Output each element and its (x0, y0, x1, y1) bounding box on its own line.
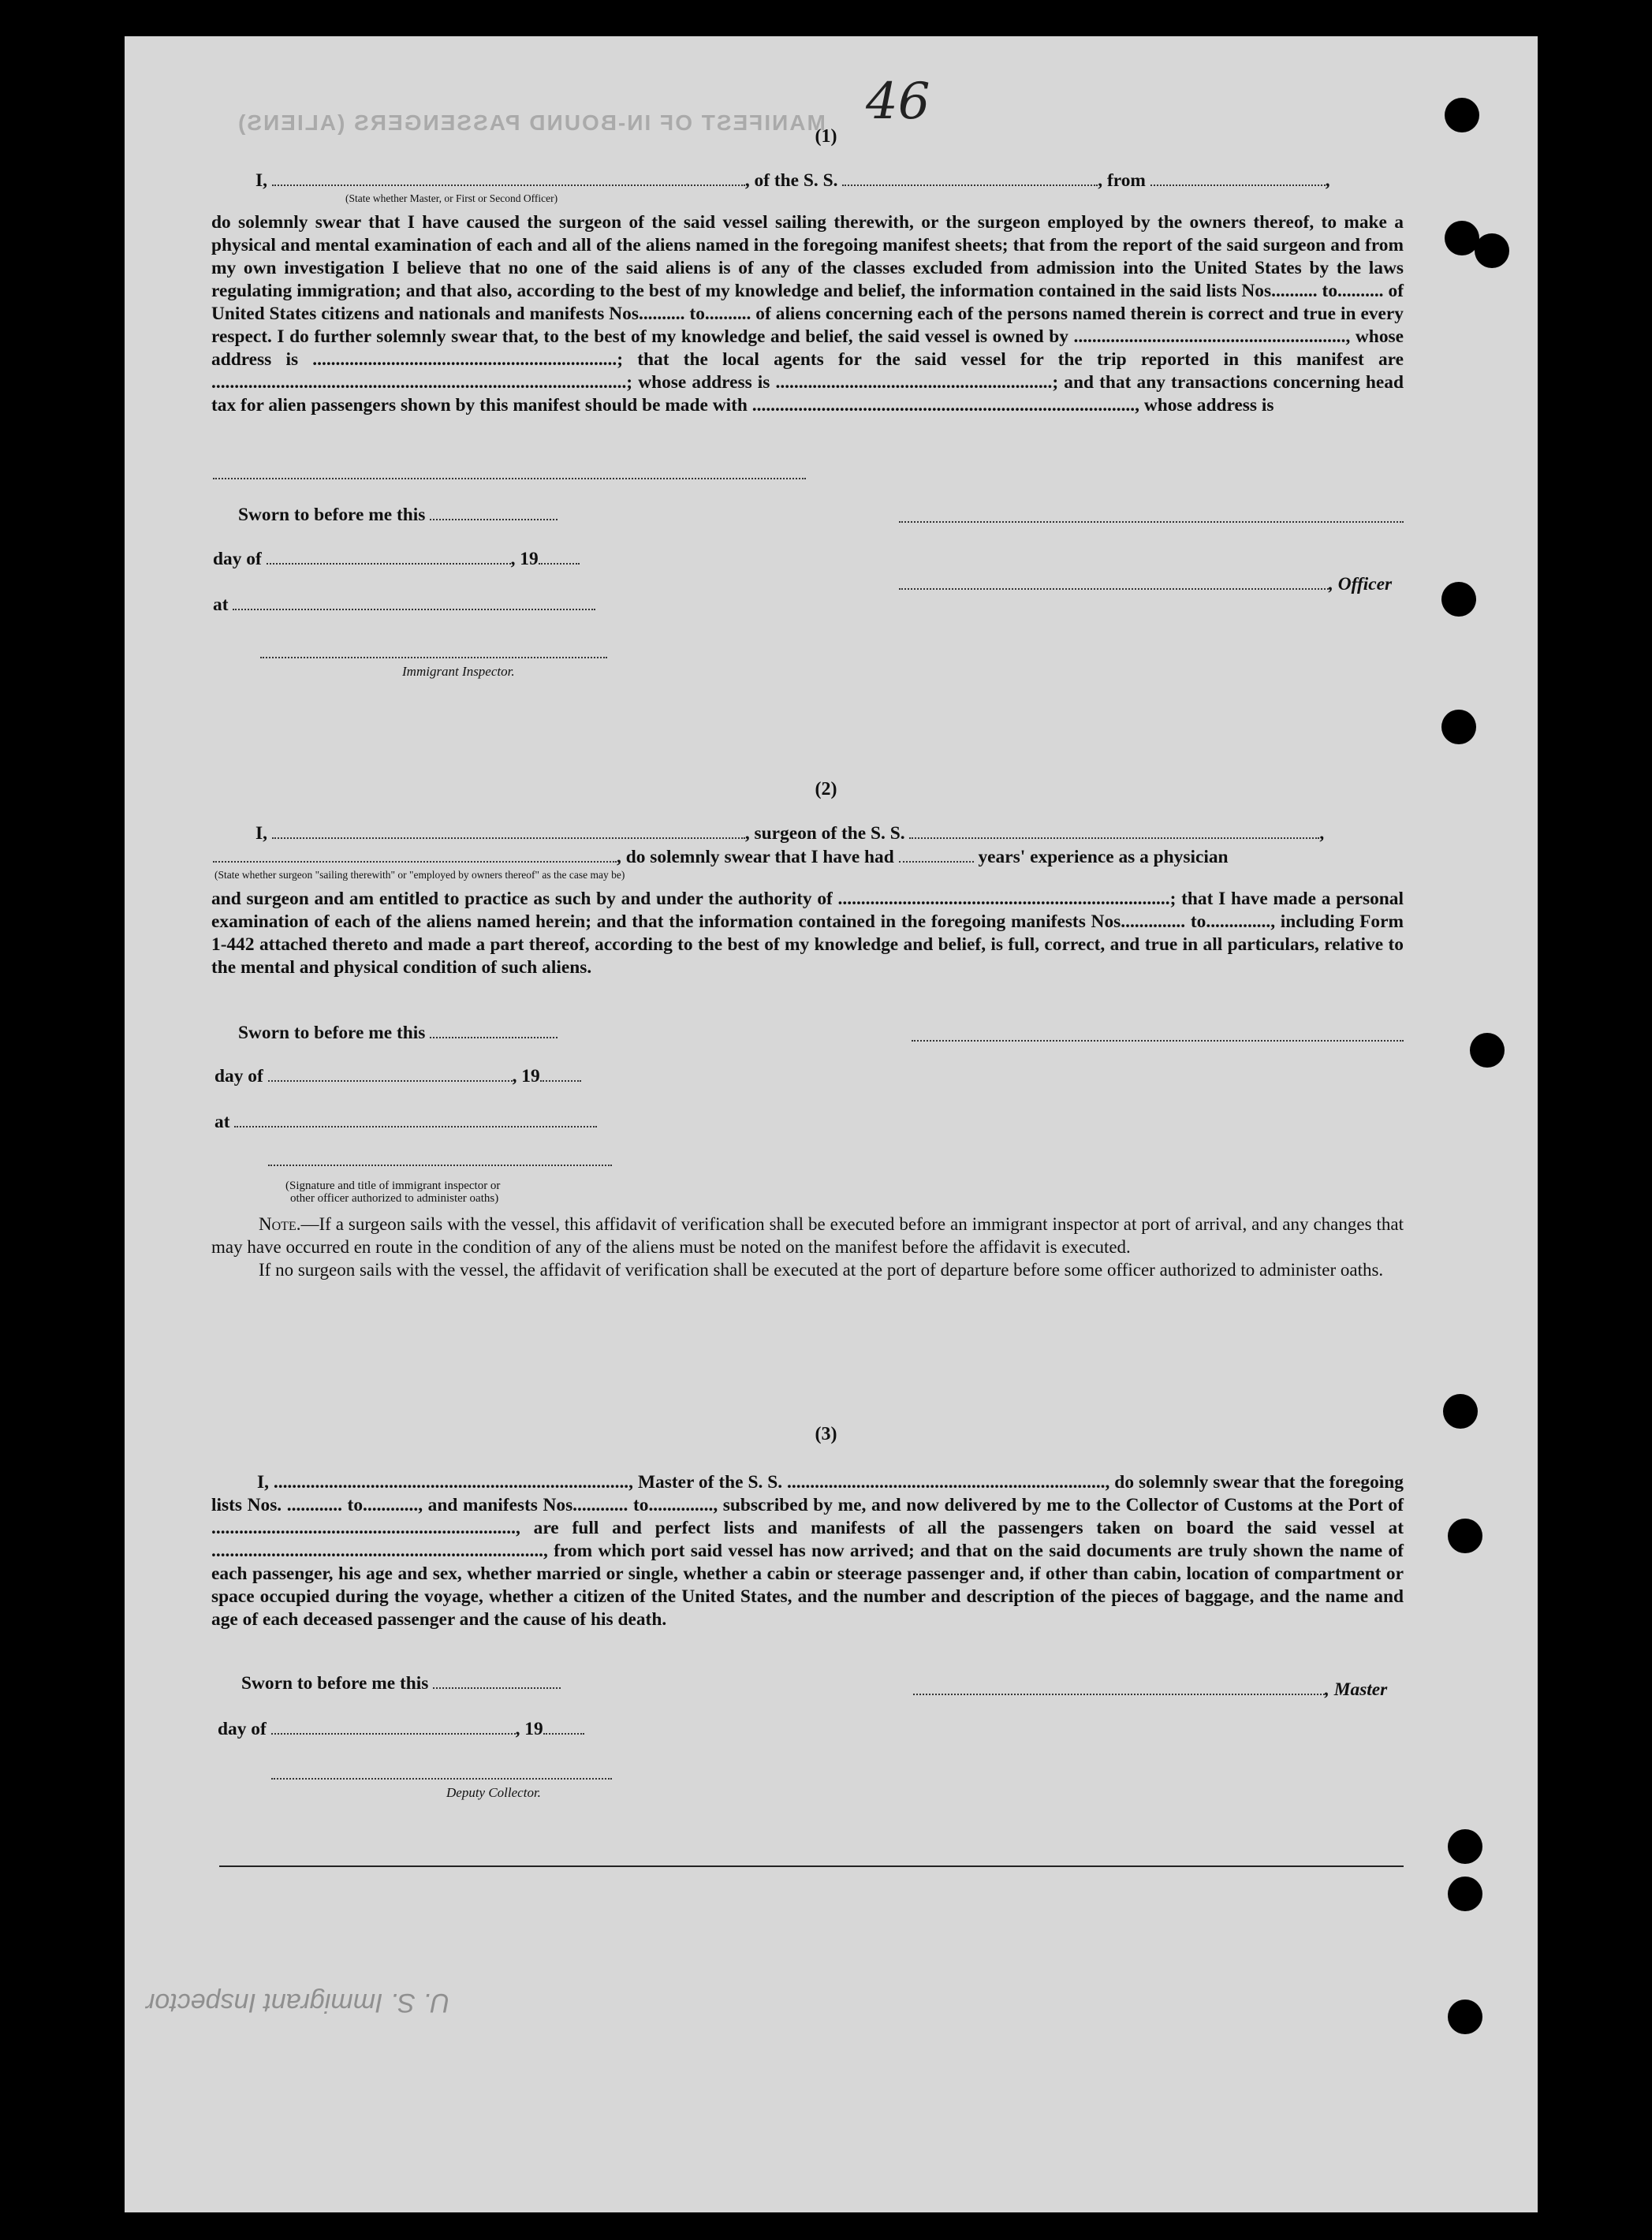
years-label: years' experience as a physician (978, 847, 1229, 867)
administering-officer-signature-line[interactable] (268, 1164, 612, 1166)
year-label: 19 (520, 549, 539, 569)
address-continuation-line[interactable] (213, 477, 806, 479)
section-1-officer (899, 574, 1392, 595)
years-field[interactable] (899, 848, 974, 863)
day-of-field[interactable] (268, 1068, 513, 1082)
sworn-date-field[interactable] (430, 506, 558, 520)
year-field[interactable] (540, 1068, 581, 1082)
note-2: If no surgeon sails with the vessel, the affidavit of verification shall be executed at the port of departure before some officer authorized to administer oaths. (259, 1260, 1384, 1280)
section-3-number: (3) (815, 1424, 837, 1444)
section-2-caption: (State whether surgeon "sailing therewith" or "employed by owners thereof" as the case may be) (214, 869, 625, 881)
day-of-label: day of (218, 1719, 267, 1739)
inspector-caption: Immigrant Inspector. (402, 664, 515, 679)
officer-signature-field[interactable] (899, 576, 1329, 590)
section-3-paragraph: I, ............................................................................., Master of the S. S. ....................................................................., do solemnly swear that the foregoing lists Nos. ............ to............, and manifests Nos............ to.............., subscribed by me, and now delivered by me to the Collector of Customs at the Port of .................................................................., are full and perfect lists and manifests of all the passengers taken on board the said vessel at ........................................................................, from which port said vessel has now arrived; and that on the said documents are truly shown the name of each passenger, his age and sex, whether married or single, whether a cabin or steerage passenger and, if other than cabin, location of compartment or space occupied during the voyage, whether a citizen of the United States, and the number and description of the pieces of baggage, and the name and age of each deceased passenger and the cause of his death. (211, 1472, 1404, 1630)
faded-header-text: MANIFEST OF IN-BOUND PASSENGERS (ALIENS) (237, 110, 826, 135)
deputy-collector-signature-line[interactable] (271, 1777, 612, 1780)
master-name-field[interactable] (272, 172, 745, 186)
sworn-label: Sworn to before me this (241, 1673, 429, 1694)
day-of-label: day of (214, 1066, 263, 1086)
administering-officer-caption-1: (Signature and title of immigrant inspector or (285, 1180, 501, 1192)
binder-hole (1441, 582, 1476, 617)
section-2-note (211, 1213, 1404, 1281)
section-2-body (211, 888, 1404, 979)
inspector-signature-line[interactable] (260, 656, 607, 658)
officer-signature-top-line[interactable] (899, 520, 1404, 523)
year-label: 19 (521, 1066, 540, 1086)
swear-label: , do solemnly swear that I have had (617, 847, 894, 867)
section-1-first-line: I, , of the S. S. , from , (255, 170, 1330, 191)
section-1-number: (1) (815, 126, 837, 147)
surgeon-status-field[interactable] (213, 848, 617, 863)
section-2-second-line (213, 847, 1229, 868)
section-2-first-line: I, , surgeon of the S. S. , (255, 823, 1325, 844)
port-from-field[interactable] (1150, 172, 1326, 186)
section-1-body (211, 211, 1404, 417)
bottom-rule (219, 1865, 1404, 1867)
section-3-sworn (241, 1673, 561, 1694)
section-1-at (213, 594, 595, 616)
inspector-stamp: U. S. Immigrant Inspector (146, 1988, 450, 2018)
page-number: 46 (866, 73, 930, 131)
binder-hole (1475, 233, 1509, 268)
section-2-sworn (238, 1023, 558, 1044)
at-label: at (214, 1112, 230, 1132)
year-label: 19 (524, 1719, 543, 1739)
day-of-label: day of (213, 549, 262, 569)
master-label: , Master (1325, 1679, 1388, 1700)
binder-hole (1441, 710, 1476, 744)
deputy-collector-caption: Deputy Collector. (446, 1785, 541, 1800)
day-of-field[interactable] (267, 550, 511, 565)
officer-label: , Officer (1329, 574, 1393, 594)
section-2-first-line-start: I, (255, 823, 267, 844)
note-label: Note. (259, 1214, 301, 1234)
surgeon-name-field[interactable] (272, 825, 745, 839)
administering-officer-caption-2: other officer authorized to administer oaths) (290, 1192, 499, 1205)
section-2-number: (2) (815, 779, 837, 799)
section-1-paragraph: do solemnly swear that I have caused the surgeon of the said vessel sailing therewith, or the surgeon employed by the owners thereof, to make a physical and mental examination of each and all of the aliens named in the foregoing manifest sheets; that from the report of the said surgeon and from my own investigation I believe that no one of the said aliens is of any of the classes excluded from admission into the United States by the laws regulating immigration; and that also, according to the best of my knowledge and belief, the information contained in the said lists Nos.......... to.......... of United States citizens and nationals and manifests Nos.......... to.......... of aliens concerning each of the persons named therein is correct and true in every respect. I do further solemnly swear that, to the best of my knowledge and belief, the said vessel is owned by ..........................................................., whose address is ..................................................................; that the local agents for the said vessel for the trip reported in this manifest are ..........................................................................................; whose address is ............................................................; and that any transactions concerning head tax for alien passengers shown by this manifest should be made with ..................................................................................., whose address is (211, 212, 1404, 416)
binder-hole (1448, 2000, 1482, 2034)
binder-hole (1470, 1033, 1505, 1068)
at-place-field[interactable] (233, 596, 595, 610)
section-3-master (913, 1679, 1387, 1701)
section-2-at (214, 1112, 597, 1133)
surgeon-signature-line[interactable] (912, 1039, 1404, 1042)
section-1-caption: (State whether Master, or First or Second Officer) (345, 192, 558, 204)
sworn-date-field[interactable] (430, 1024, 558, 1038)
section-1-from: , from (1098, 170, 1146, 191)
section-3-day-of: day of , 19 (218, 1719, 584, 1740)
sworn-label: Sworn to before me this (238, 1023, 426, 1043)
day-of-field[interactable] (271, 1720, 516, 1735)
section-1-day-of: day of , 19 (213, 549, 580, 570)
surgeon-vessel-field[interactable] (909, 825, 1319, 839)
binder-hole (1448, 1519, 1482, 1553)
section-1-first-line-start: I, (255, 170, 267, 191)
binder-hole (1448, 1877, 1482, 1911)
vessel-name-field[interactable] (842, 172, 1098, 186)
section-2-paragraph: and surgeon and am entitled to practice as such by and under the authority of ........................................................................; that I have made a personal examination of each of the aliens named herein; and that the information contained in the foregoing manifests Nos.............. to.............., including Form 1-442 attached thereto and made a part thereof, according to the best of my knowledge and belief, is full, correct, and true in all particulars, relative to the mental and physical condition of such aliens. (211, 889, 1404, 978)
note-1-text: —If a surgeon sails with the vessel, this affidavit of verification shall be executed before an immigrant inspector at port of arrival, and any changes that may have occurred en route in the condition of any of the aliens must be noted on the manifest before the affidavit is executed. (211, 1214, 1404, 1257)
section-1-sworn (238, 505, 558, 526)
master-signature-field[interactable] (913, 1681, 1325, 1695)
section-1-of-ss: , of the S. S. (744, 170, 838, 191)
at-label: at (213, 594, 229, 615)
sworn-date-field[interactable] (433, 1675, 561, 1689)
sworn-label: Sworn to before me this (238, 505, 426, 525)
year-field[interactable] (543, 1720, 584, 1735)
year-field[interactable] (539, 550, 580, 565)
surgeon-label: , surgeon of the S. S. (744, 823, 905, 844)
binder-hole (1448, 1829, 1482, 1864)
section-3-body (211, 1471, 1404, 1631)
at-place-field[interactable] (234, 1113, 597, 1127)
section-2-day-of: day of , 19 (214, 1066, 581, 1087)
note-1 (211, 1213, 1404, 1258)
